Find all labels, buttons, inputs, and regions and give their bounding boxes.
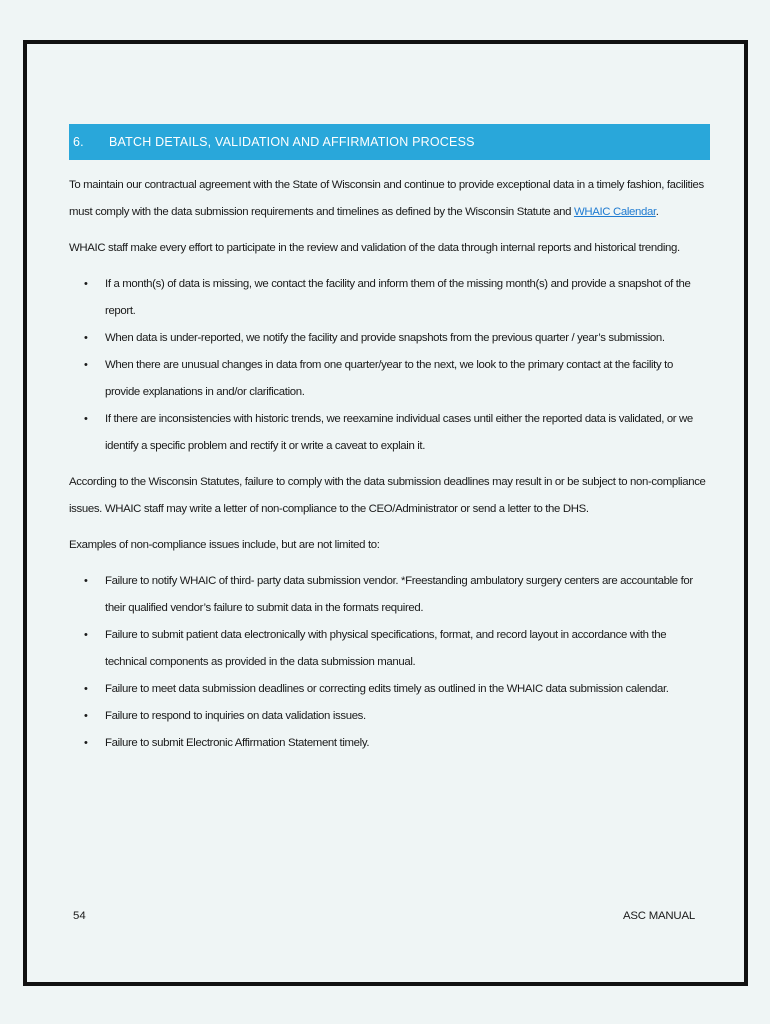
bullet-icon: • xyxy=(84,332,88,344)
list-item-text: If there are inconsistencies with historic trends, we reexamine individual cases until either the reported data is validated, or we identify a specific problem and rectify it or write a caveat to explain it. xyxy=(105,413,693,452)
bullet-icon: • xyxy=(84,737,88,749)
list-item-text: When there are unusual changes in data from one quarter/year to the next, we look to the primary contact at the facility to provide explanations in and/or clarification. xyxy=(105,359,673,398)
noncompliance-list xyxy=(69,568,710,757)
bullet-icon: • xyxy=(84,575,88,587)
list-item xyxy=(69,568,710,622)
page-content xyxy=(69,124,710,757)
section-number: 6. xyxy=(73,135,84,149)
bullet-icon: • xyxy=(84,359,88,371)
bullet-icon: • xyxy=(84,710,88,722)
validation-list xyxy=(69,271,710,460)
list-item xyxy=(69,676,710,703)
bullet-icon: • xyxy=(84,683,88,695)
bullet-icon: • xyxy=(84,278,88,290)
intro-text: To maintain our contractual agreement with the State of Wisconsin and continue to provide exceptional data in a timely fashion, facilities must comply with the data submission requirements and timelines as defined by the Wisconsin Statute and xyxy=(69,179,704,218)
document-page xyxy=(23,40,748,986)
list-item xyxy=(69,271,710,325)
bullet-icon: • xyxy=(84,413,88,425)
list-item-text: Failure to meet data submission deadlines or correcting edits timely as outlined in the WHAIC data submission calendar. xyxy=(105,683,669,695)
manual-name: ASC MANUAL xyxy=(622,910,695,922)
bullet-icon: • xyxy=(84,629,88,641)
section-title: BATCH DETAILS, VALIDATION AND AFFIRMATION PROCESS xyxy=(109,135,475,149)
list-item-text: Failure to submit Electronic Affirmation Statement timely. xyxy=(105,737,370,749)
list-item xyxy=(69,352,710,406)
list-item xyxy=(69,325,710,352)
intro-text-end: . xyxy=(655,206,659,218)
list-item-text: When data is under-reported, we notify the facility and provide snapshots from the previous quarter / year’s submission. xyxy=(105,332,665,344)
list-item xyxy=(69,730,710,757)
list-item-text: Failure to submit patient data electronically with physical specifications, format, and record layout in accordance with the technical components as provided in the data submission manual. xyxy=(105,629,667,668)
page-number: 54 xyxy=(73,910,86,922)
list-item xyxy=(69,703,710,730)
list-item xyxy=(69,622,710,676)
intro-paragraph xyxy=(69,172,710,226)
examples-intro: Examples of non-compliance issues include, but are not limited to: xyxy=(69,539,380,551)
section-header xyxy=(69,124,710,160)
list-item xyxy=(69,406,710,460)
staff-paragraph: WHAIC staff make every effort to participate in the review and validation of the data through internal reports and historical trending. xyxy=(69,242,680,254)
list-item-text: Failure to respond to inquiries on data validation issues. xyxy=(105,710,366,722)
statutes-paragraph: According to the Wisconsin Statutes, failure to comply with the data submission deadlines may result in or be subject to non-compliance issues. WHAIC staff may write a letter of non-compliance to the CEO/Administrator or send a letter to the DHS. xyxy=(69,476,706,515)
whaic-calendar-link[interactable]: WHAIC Calendar xyxy=(573,206,656,218)
list-item-text: Failure to notify WHAIC of third- party data submission vendor. *Freestanding ambulatory surgery centers are accountable for their qualified vendor’s failure to submit data in the formats required. xyxy=(105,575,693,614)
list-item-text: If a month(s) of data is missing, we contact the facility and inform them of the missing month(s) and provide a snapshot of the report. xyxy=(105,278,691,317)
